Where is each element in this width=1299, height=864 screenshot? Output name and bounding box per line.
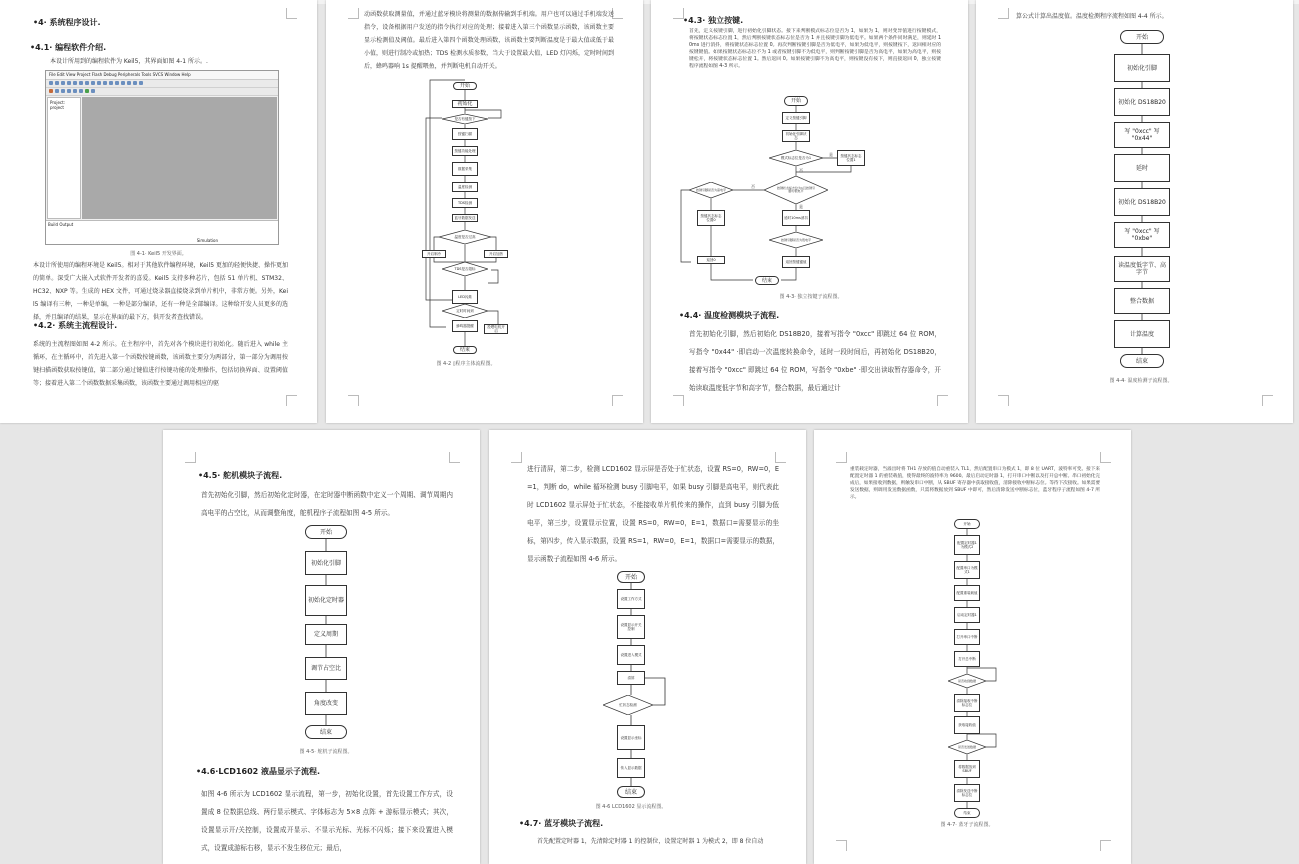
key-flow-node: 定义按键引脚 bbox=[782, 112, 810, 124]
lcd-flow-node: 开始 bbox=[617, 571, 645, 583]
key-flow-node: 按键状态标志位置0 bbox=[697, 210, 725, 226]
main-flow-node: 投喂电机开启 bbox=[484, 324, 508, 334]
servo-flow-node: 开始 bbox=[305, 525, 347, 539]
key-flow-node: 开始 bbox=[784, 96, 808, 106]
temp-flow-node: 计算温度 bbox=[1114, 320, 1170, 348]
section-heading-4-6: •4.6·LCD1602 液晶显示子流程. bbox=[196, 767, 321, 776]
paragraph-4-4: 首先初始化引脚，然后初始化 DS18B20，接着写指令 "0xcc" 即跳过 64 位 ROM，写指令 "0x44" ·即启动一次温度转换命令，延时一段时间后，再初始化 DS18B20，接着写指令 "0xcc" 即跳过 64 位 ROM，写指令 "0xbe" ·即交出读取暂存器命令，开始读取温度低字节和高字节，整合数据，最后通过计 bbox=[689, 330, 941, 392]
keil-project-label: Project: project bbox=[50, 100, 66, 110]
keil-build-output bbox=[46, 220, 278, 244]
lcd-flow-node: 传入显示数据 bbox=[617, 758, 645, 778]
keil-build-label: Build Output bbox=[48, 222, 74, 227]
servo-flow-node: 结束 bbox=[305, 725, 347, 739]
figure-caption-4-3: 图 4-3· 独立按键子流程图。 bbox=[779, 294, 843, 300]
figure-caption-4-2: 图 4-2 ▯程序主体流程图。 bbox=[436, 361, 496, 367]
servo-flow-node: 角度改变 bbox=[305, 692, 347, 715]
paragraph-keil: 本设计所使用的编程环境是 Keil5。相对于其他软件编程环境，Keil5 更加的轻便快捷、操作更加的简单。深受广大嵌入式软件开发者的喜爱。Keil5 支持多种芯片，包括 51 单片机、STM32、HC32、NXP 等。生成的 HEX 文件，可通过烧录器直接烧录到单片机中，非常方便。另外，Keil5 编译有三种，一种是单编，一种是部分编译，还有一种是全部编译。这种给开发人员更多的选择，并且编译的结果，显示在界面的最下方，供开发者查找错误。 bbox=[33, 262, 288, 321]
keil-status: Simulation bbox=[196, 238, 218, 243]
figure-caption-4-7: 图 4-7· 蓝牙子流程图。 bbox=[940, 822, 994, 828]
key-flow-node: 返回0 bbox=[697, 256, 725, 264]
keil-toolbar-2 bbox=[46, 88, 278, 96]
paragraph-4-1: 本设计所用到的编程软件为 Keil5，其界面如图 4-1 所示。. bbox=[50, 58, 208, 65]
temp-flow-node: 结束 bbox=[1120, 354, 1164, 368]
page-3 bbox=[651, 0, 968, 423]
keil-editor-area bbox=[82, 97, 277, 219]
section-heading-4-3: •4.3· 独立按键. bbox=[683, 16, 744, 25]
keil-screenshot bbox=[45, 70, 279, 245]
temp-flow-node: 读温度低字节、高字节 bbox=[1114, 256, 1170, 282]
figure-caption-4-5: 图 4-5· 舵机子流程图。 bbox=[299, 749, 353, 755]
key-flow-decision bbox=[764, 176, 828, 204]
section-heading-4-1: •4.1· 编程软件介绍. bbox=[30, 43, 107, 52]
bt-flow-node: 打开总中断 bbox=[954, 651, 980, 667]
lcd-flow-node: 设置工作方式 bbox=[617, 589, 645, 609]
temp-flow-node: 开始 bbox=[1120, 30, 1164, 44]
key-flow-decision bbox=[769, 150, 823, 166]
bt-flow-node: 结束 bbox=[954, 808, 980, 818]
main-flow-node: 开启制冷 bbox=[422, 250, 446, 258]
page-7 bbox=[814, 430, 1131, 864]
key-flow-node: 结束 bbox=[755, 276, 779, 285]
bt-flow-node: 配置定时器1为模式2 bbox=[954, 535, 980, 555]
key-flow-node: 延时10ms消抖 bbox=[782, 210, 810, 226]
paragraph-4-3: 首先，定义按键引脚，进行初始化引脚状态。接下来判断模式标志位是否为 1，如果为 1，则对变异值进行按键模式，将按键状态标志位置 1，然后判断按键状态标志位是否为 1 并且按键引脚为低电平。如果两个条件同时满足，则延时 10ms 进行消抖，将按键状态标志位置 0。再次判断按键引脚是否为低电平，如果为低电平，则按键按下，返回相对应的按键键值。如果按键状态标志位不为 1 或者按键引脚不为低电平，则判断按键引脚是否为高电平，如果为高电平，则按键松开，将按键状态标志位置 1。然后返回 0。如果按键引脚不为高电平，则按键没有按下，则直接返回 0，独立按键程序流程如图 4-3 所示。 bbox=[689, 29, 941, 69]
section-heading-4-7: •4.7· 蓝牙模块子流程. bbox=[519, 819, 604, 828]
temp-flow-node: 初始化引脚 bbox=[1114, 54, 1170, 82]
key-flow-no-label: 否 bbox=[751, 184, 755, 189]
keil-project-panel bbox=[47, 97, 81, 219]
bt-flow-node: 清除接收中断标志位 bbox=[954, 694, 980, 712]
servo-flow-node: 初始化引脚 bbox=[305, 551, 347, 575]
main-flow-decision bbox=[442, 262, 488, 276]
key-flow-node: 初始化引脚状态 bbox=[782, 130, 810, 142]
key-flow-node: 返回按键键值 bbox=[782, 256, 810, 268]
page-2 bbox=[326, 0, 643, 423]
lcd-flow-node: 设置显示坐标 bbox=[617, 725, 645, 750]
bt-flow-node: 将数据放到SBUF bbox=[954, 760, 980, 778]
bt-flow-decision bbox=[948, 740, 986, 754]
main-flow-node: 数据采集 bbox=[452, 162, 478, 176]
keil-toolbar-1 bbox=[46, 80, 278, 88]
main-flow-node: 结束 bbox=[453, 346, 477, 354]
temp-flow-node: 初始化 DS18B20 bbox=[1114, 88, 1170, 116]
servo-flow-node: 定义周期 bbox=[305, 624, 347, 645]
section-heading-4-2: •4.2· 系统主流程设计. bbox=[33, 321, 118, 330]
section-heading-4-4: •4.4· 温度检测模块子流程. bbox=[679, 311, 780, 320]
paragraph-4-2: 系统的主流程图如图 4-2 所示。在主程序中，首先对各个模块进行初始化。随后进入 while 主循环，在主循环中，首先进入第一个函数按键函数，该函数主要分为两部分，第一部分为调用按键扫描函数获取按键值，第二部分通过键值进行按键功能的处理操作，包括切换界面、设置阈值等；接着进入第二个函数数据采集函数，该函数主要通过调用相应的驱 bbox=[33, 341, 288, 387]
paragraph-4-5: 首先初始化引脚，然后初始化定时器，在定时器中断函数中定义一个周期、调节周期内高电平的占空比，从而调整角度，舵机程序子流程如图 4-5 所示。 bbox=[201, 491, 453, 517]
lcd-flow-node: 设置显示开关控制 bbox=[617, 615, 645, 639]
page-6 bbox=[489, 430, 806, 864]
main-flow-decision-label: TDS是否超标 bbox=[454, 266, 476, 271]
page-1 bbox=[0, 0, 317, 423]
main-flow-node: 初始化 bbox=[452, 100, 478, 108]
key-flow-yes-label: 是 bbox=[829, 152, 833, 157]
lcd-flow-node: 清屏 bbox=[617, 671, 645, 685]
key-flow-decision bbox=[769, 232, 823, 248]
temp-flow-node: 延时 bbox=[1114, 154, 1170, 182]
key-flow-decision-label: 按键引脚是否为低电平 bbox=[780, 237, 811, 242]
bt-flow-node: 启动定时器1 bbox=[954, 607, 980, 623]
key-flow-decision-label: 按键状态标志位为1且按键引脚为低电平 bbox=[777, 185, 815, 193]
bt-flow-decision-label: 是否发送数据 bbox=[957, 744, 976, 749]
section-heading-4: •4· 系统程序设计. bbox=[33, 18, 101, 27]
key-flow-decision-label: 模式标志位是否为1 bbox=[780, 155, 812, 160]
temp-flow-node: 写 "0xcc" 写 "0xbe" bbox=[1114, 222, 1170, 248]
bt-flow-node: 开始 bbox=[954, 519, 980, 529]
main-flow-decision-label: 温度是否过高 bbox=[454, 234, 476, 239]
key-flow-no-label: 否 bbox=[799, 168, 803, 173]
paragraph-4-6: 如图 4-6 所示为 LCD1602 显示流程，第一步，初始化设置，首先设置工作方式，设置成 8 位数据总线、两行显示模式、字体标志为 5×8 点阵 + 游标显示模式；其次，设置显示开/关控制，设置成开显示、不显示光标、光标不闪烁；接下来设置进入模式，设置成游标右移，显示不发生移位元；最后， bbox=[201, 790, 453, 852]
page-4 bbox=[976, 0, 1293, 423]
key-flow-decision-label: 按键引脚是否为高电平 bbox=[695, 187, 726, 192]
section-heading-4-5: •4.5· 舵机模块子流程. bbox=[198, 471, 283, 480]
main-flow-decision bbox=[442, 114, 488, 124]
bt-flow-node: 配置串口为模式1 bbox=[954, 561, 980, 579]
lcd-flow-decision bbox=[603, 695, 653, 715]
bt-flow-node: 打开串口中断 bbox=[954, 629, 980, 645]
servo-flow-node: 初始化定时器 bbox=[305, 585, 347, 616]
bt-flow-node: 获取接收值 bbox=[954, 716, 980, 734]
lcd-flow-decision-label: 忙状态检测 bbox=[619, 702, 637, 707]
bt-flow-node: 清除发送中断标志位 bbox=[954, 784, 980, 802]
figure-caption-4-4: 图 4-4· 温度检测子流程图。 bbox=[1109, 378, 1173, 384]
key-flow-decision bbox=[689, 182, 733, 198]
main-flow-node: TDS检测 bbox=[452, 198, 478, 208]
main-flow-node: 蜂鸣器提醒 bbox=[452, 320, 478, 332]
bt-flow-decision-label: 是否收到数据 bbox=[957, 678, 976, 683]
paragraph-lcd-flow: 进行清屏，第二步，检测 LCD1602 显示屏是否处于忙状态，设置 RS=0，RW=0，E=1，判断 do，while 循环检测 busy 引脚电平，如果 busy 引脚是高电平，则代表此时 LCD1602 显示屏处于忙状态，不能接收单片机传来的操作，直到 busy 引脚为低电平，第三步，设置显示位置，设置 RS=0，RW=0，E=1，数据口=需要显示的坐标，第四步，传入显示数据，设置 RS=1，RW=0，E=1，数据口=需要显示的数据，显示函数子流程如图 4-6 所示。 bbox=[527, 465, 779, 563]
keil-menu-bar: File Edit View Project Flash Debug Peripherals Tools SVCS Window Help bbox=[46, 71, 278, 80]
bt-flow-decision bbox=[948, 674, 986, 688]
servo-flow-node: 调节占空比 bbox=[305, 657, 347, 680]
temp-flow-node: 整合数据 bbox=[1114, 288, 1170, 314]
lcd-flow-connectors bbox=[489, 430, 806, 864]
main-flow-node: 按键功能处理 bbox=[452, 146, 478, 156]
main-flow-decision bbox=[439, 230, 491, 244]
lcd-flow-node: 设置进入模式 bbox=[617, 645, 645, 665]
main-flow-decision-label: 定时时间到 bbox=[456, 308, 474, 313]
key-flow-yes-label: 是 bbox=[799, 204, 803, 209]
lcd-flow-node: 结束 bbox=[617, 786, 645, 798]
paragraph-temp-flow: 算公式计算出温度值。温度检测程序流程如图 4-4 所示。 bbox=[1016, 13, 1168, 20]
main-flow-node: 开始 bbox=[453, 82, 477, 90]
paragraph-4-7: 首先配置定时器 1，先清除定时器 1 的控制位，设置定时器 1 为模式 2，即 8 位自动 bbox=[537, 838, 764, 845]
paragraph-main-flow: 动函数获取测量值，并通过蓝牙模块将测量的数据传输到手机端。用户也可以通过手机端发送指令，设备根据用户发送的指令执行对应的处理；接着进入第三个函数显示函数，该函数主要显示检测值及阈值。最后进入第四个函数处理函数，该函数主要判断温度是于最大值或低于最小值，则进行制冷或加热；TDS 检测水质参数，当大于设置最大值，LED 灯闪烁，定时时间到后，蜂鸣器响 1s 提醒喂鱼，并判断电机自动开关。 bbox=[364, 11, 614, 70]
main-flow-node: 温度检测 bbox=[452, 182, 478, 192]
temp-flow-node: 初始化 DS18B20 bbox=[1114, 188, 1170, 216]
figure-caption-4-6: 图 4-6 LCD1602 显示流程图。 bbox=[595, 804, 667, 810]
main-flow-node: LED闪烁 bbox=[452, 290, 478, 304]
page-5 bbox=[163, 430, 480, 864]
main-flow-decision bbox=[442, 304, 488, 318]
key-flow-node: 按键状态标志位置1 bbox=[837, 150, 865, 166]
main-flow-node: 蓝牙数据发送 bbox=[452, 214, 478, 222]
paragraph-bt-flow: 重装载定时器，当溢出时将 TH1 存放的值自动重装入 TL1，然后配置串口为模式 1，即 8 位 UART，波特率可变。接下来配置定时器 1 的重装载值，使得最终的波特率为 9600。最后启动定时器 1，打开串口中断以及打开总中断。串口初始化完成后，如果接收到数据，则触发串口中断，从 SBUF 寄存器中获取接收值，清除接收中断标志位。等待下次接收。如果需要发送数据，则调用发送数据函数，只需将数据放到 SBUF 中即可，然后清除发送中断标志位，蓝牙程序子流程如图 4-7 所示。 bbox=[850, 467, 1100, 500]
main-flow-decision-label: 是否有键按下 bbox=[454, 116, 476, 121]
figure-caption-4-1: 图 4-1· Keil5 开发界面。 bbox=[130, 251, 187, 257]
bt-flow-node: 配置重装载值 bbox=[954, 585, 980, 601]
temp-flow-node: 写 "0xcc" 写 "0x44" bbox=[1114, 122, 1170, 148]
main-flow-node: 开启加热 bbox=[484, 250, 508, 258]
main-flow-node: 按键扫描 bbox=[452, 128, 478, 140]
